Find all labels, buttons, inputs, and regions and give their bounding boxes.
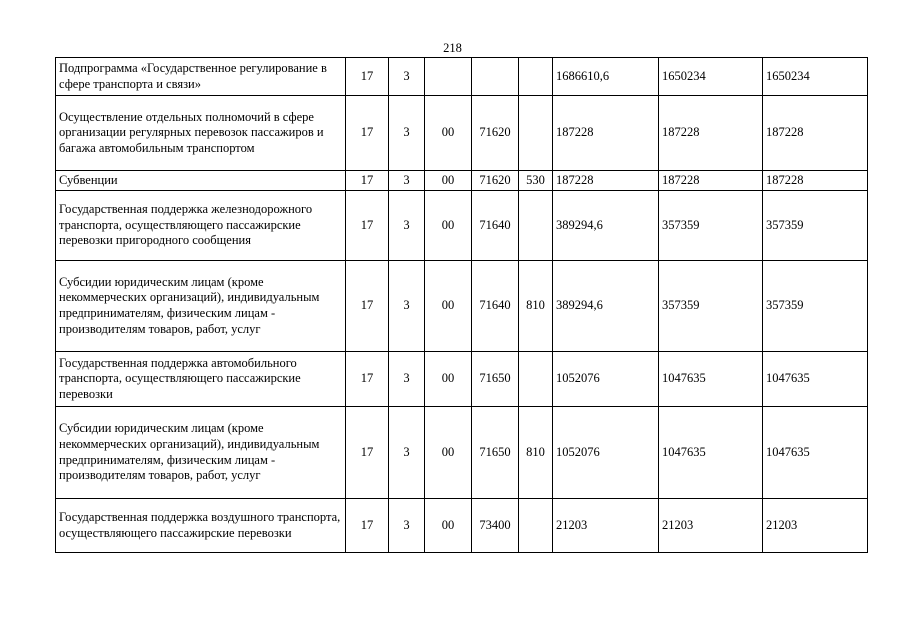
code-subsection: 3	[389, 261, 425, 352]
code-subsection: 3	[389, 96, 425, 171]
code-program: 00	[425, 191, 472, 261]
amount-year-2: 187228	[659, 96, 763, 171]
table-row	[56, 171, 868, 191]
code-expense-type	[519, 352, 553, 407]
row-name: Государственная поддержка воздушного транспорта, осуществляющего пассажирские перевозки	[56, 499, 346, 553]
code-section: 17	[346, 352, 389, 407]
amount-year-1: 187228	[553, 171, 659, 191]
amount-year-2: 1047635	[659, 352, 763, 407]
code-target: 71650	[472, 407, 519, 499]
code-section: 17	[346, 191, 389, 261]
amount-year-3: 357359	[763, 261, 868, 352]
amount-year-1: 1686610,6	[553, 58, 659, 96]
code-section: 17	[346, 96, 389, 171]
code-target: 71650	[472, 352, 519, 407]
amount-year-3: 187228	[763, 96, 868, 171]
code-subsection: 3	[389, 171, 425, 191]
table-row	[56, 191, 868, 261]
amount-year-2: 1650234	[659, 58, 763, 96]
amount-year-3: 21203	[763, 499, 868, 553]
code-target	[472, 58, 519, 96]
amount-year-1: 1052076	[553, 352, 659, 407]
code-target: 71640	[472, 191, 519, 261]
table-row	[56, 352, 868, 407]
amount-year-3: 1047635	[763, 407, 868, 499]
code-program: 00	[425, 499, 472, 553]
amount-year-2: 1047635	[659, 407, 763, 499]
amount-year-3: 1650234	[763, 58, 868, 96]
amount-year-3: 1047635	[763, 352, 868, 407]
amount-year-1: 1052076	[553, 407, 659, 499]
amount-year-2: 187228	[659, 171, 763, 191]
row-name: Подпрограмма «Государственное регулирование в сфере транспорта и связи»	[56, 58, 346, 96]
code-section: 17	[346, 407, 389, 499]
row-name: Субсидии юридическим лицам (кроме некоммерческих организаций), индивидуальным предпринимателям, физическим лицам - производителям товаров, работ, услуг	[56, 261, 346, 352]
code-expense-type: 810	[519, 261, 553, 352]
budget-table	[55, 57, 868, 553]
row-name: Субсидии юридическим лицам (кроме некоммерческих организаций), индивидуальным предпринимателям, физическим лицам - производителям товаров, работ, услуг	[56, 407, 346, 499]
code-subsection: 3	[389, 191, 425, 261]
code-program: 00	[425, 352, 472, 407]
row-name: Осуществление отдельных полномочий в сфере организации регулярных перевозок пассажиров и багажа автомобильным транспортом	[56, 96, 346, 171]
code-subsection: 3	[389, 58, 425, 96]
amount-year-1: 389294,6	[553, 191, 659, 261]
code-expense-type: 530	[519, 171, 553, 191]
row-name: Субвенции	[56, 171, 346, 191]
amount-year-1: 389294,6	[553, 261, 659, 352]
code-subsection: 3	[389, 407, 425, 499]
code-expense-type	[519, 58, 553, 96]
table-row	[56, 261, 868, 352]
code-expense-type: 810	[519, 407, 553, 499]
row-name: Государственная поддержка железнодорожного транспорта, осуществляющего пассажирские перевозки пригородного сообщения	[56, 191, 346, 261]
amount-year-2: 21203	[659, 499, 763, 553]
amount-year-1: 21203	[553, 499, 659, 553]
code-target: 71640	[472, 261, 519, 352]
code-program	[425, 58, 472, 96]
code-subsection: 3	[389, 352, 425, 407]
code-section: 17	[346, 171, 389, 191]
code-expense-type	[519, 96, 553, 171]
code-program: 00	[425, 96, 472, 171]
amount-year-2: 357359	[659, 191, 763, 261]
amount-year-3: 357359	[763, 191, 868, 261]
table-row	[56, 407, 868, 499]
code-section: 17	[346, 261, 389, 352]
amount-year-2: 357359	[659, 261, 763, 352]
table-row	[56, 499, 868, 553]
code-program: 00	[425, 407, 472, 499]
table-row	[56, 58, 868, 96]
code-expense-type	[519, 499, 553, 553]
code-target: 73400	[472, 499, 519, 553]
table-row	[56, 96, 868, 171]
code-section: 17	[346, 499, 389, 553]
code-target: 71620	[472, 171, 519, 191]
code-target: 71620	[472, 96, 519, 171]
amount-year-1: 187228	[553, 96, 659, 171]
code-program: 00	[425, 171, 472, 191]
code-subsection: 3	[389, 499, 425, 553]
code-section: 17	[346, 58, 389, 96]
row-name: Государственная поддержка автомобильного транспорта, осуществляющего пассажирские перевозки	[56, 352, 346, 407]
amount-year-3: 187228	[763, 171, 868, 191]
page-number: 218	[443, 41, 462, 55]
code-expense-type	[519, 191, 553, 261]
code-program: 00	[425, 261, 472, 352]
